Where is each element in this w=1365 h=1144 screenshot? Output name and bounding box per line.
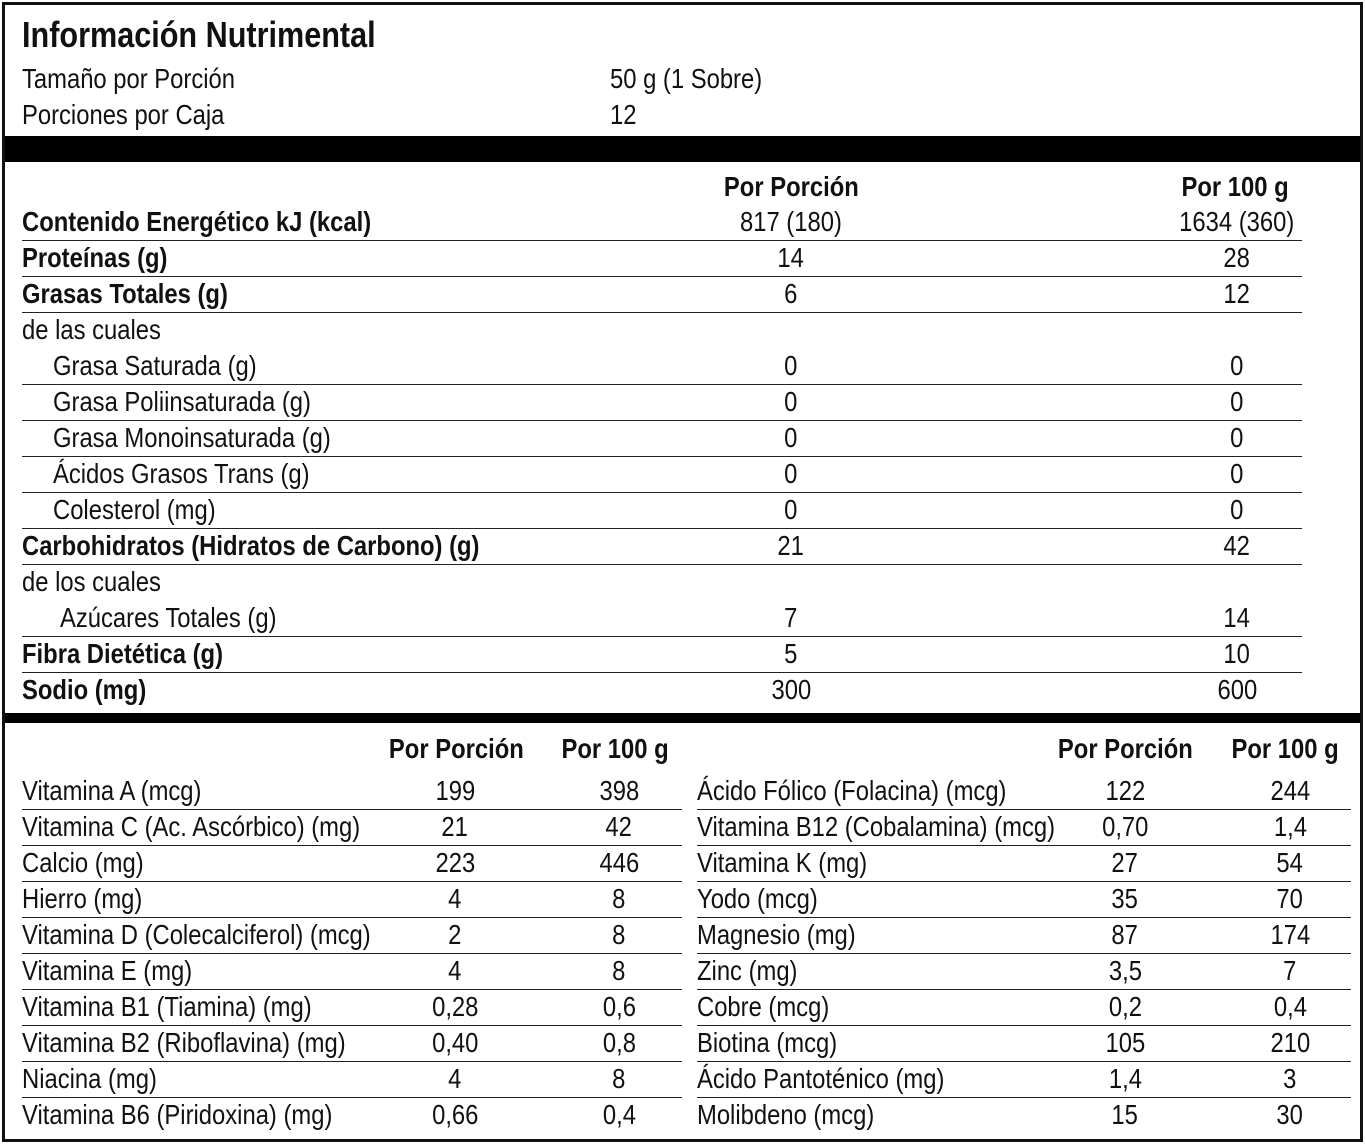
vitamin-row [697, 1061, 1351, 1098]
vitamin-row [697, 953, 1351, 990]
nutrient-row [22, 276, 1302, 313]
nutrient-label: Grasa Saturada (g) [53, 350, 257, 381]
vitamin-per100: 210 [1270, 1027, 1310, 1058]
vitamin-label: Vitamina B2 (Riboflavina) (mg) [22, 1027, 346, 1058]
nutrient-label: Sodio (mg) [22, 674, 147, 705]
vitamin-per100: 1,4 [1273, 811, 1307, 842]
vitamin-row [697, 809, 1351, 846]
nutrient-portion: 7 [784, 602, 798, 633]
vitamin-label: Vitamina B12 (Cobalamina) (mcg) [697, 811, 1056, 842]
vit-left-header-100g: Por 100 g [561, 733, 669, 764]
nutrient-portion: 0 [784, 422, 798, 453]
nutrient-portion: 14 [777, 242, 805, 273]
col-header-portion: Por Porción [723, 171, 859, 202]
nutrient-row [22, 456, 1302, 493]
vitamin-per100: 7 [1283, 955, 1297, 986]
vitamin-portion: 15 [1111, 1099, 1139, 1130]
vitamin-per100: 54 [1276, 847, 1304, 878]
nutrient-label: Fibra Dietética (g) [22, 638, 224, 669]
vitamin-label: Hierro (mg) [22, 883, 143, 914]
vitamin-row [22, 953, 682, 990]
vitamin-portion: 1,4 [1108, 1063, 1142, 1094]
servings-per-box-value: 12 [610, 99, 637, 130]
nutrient-per100: 1634 (360) [1179, 206, 1295, 237]
vitamin-portion: 4 [448, 1063, 462, 1094]
vitamin-per100: 8 [612, 883, 626, 914]
nutrient-label: Contenido Energético kJ (kcal) [22, 206, 372, 237]
vitamin-portion: 105 [1105, 1027, 1145, 1058]
vitamin-row [697, 881, 1351, 918]
nutrient-portion: 6 [784, 278, 798, 309]
vitamin-portion: 21 [441, 811, 469, 842]
vitamin-per100: 0,4 [1273, 991, 1307, 1022]
vitamin-label: Calcio (mg) [22, 847, 144, 878]
nutrient-portion: 0 [784, 494, 798, 525]
vitamin-portion: 4 [448, 883, 462, 914]
vitamin-portion: 87 [1111, 919, 1139, 950]
vitamin-label: Biotina (mcg) [697, 1027, 838, 1058]
vitamin-portion: 2 [448, 919, 462, 950]
vitamin-portion: 3,5 [1108, 955, 1142, 986]
vitamin-label: Vitamina B6 (Piridoxina) (mg) [22, 1099, 333, 1130]
vitamin-portion: 27 [1111, 847, 1139, 878]
nutrient-label: Grasa Poliinsaturada (g) [53, 386, 311, 417]
vitamin-label: Niacina (mg) [22, 1063, 157, 1094]
vitamin-row [22, 1061, 682, 1098]
nutrient-per100: 10 [1223, 638, 1251, 669]
section-divider [5, 713, 1360, 723]
nutrient-per100: 600 [1217, 674, 1257, 705]
col-header-100g: Por 100 g [1181, 171, 1289, 202]
vitamin-per100: 0,4 [602, 1099, 636, 1130]
vitamin-row [22, 881, 682, 918]
vitamin-label: Yodo (mcg) [697, 883, 818, 914]
vitamin-label: Cobre (mcg) [697, 991, 830, 1022]
vitamin-portion: 0,2 [1108, 991, 1142, 1022]
nutrient-per100: 28 [1223, 242, 1251, 273]
vitamin-portion: 199 [435, 775, 475, 806]
vitamin-portion: 0,70 [1101, 811, 1149, 842]
vit-right-header-100g: Por 100 g [1231, 733, 1339, 764]
vit-right-header-portion: Por Porción [1057, 733, 1193, 764]
nutrient-row [22, 240, 1302, 277]
nutrient-label: de los cuales [22, 566, 161, 597]
vitamin-label: Molibdeno (mcg) [697, 1099, 875, 1130]
label-title: Información Nutrimental [22, 14, 376, 55]
nutrient-row [22, 420, 1302, 457]
nutrient-label: Colesterol (mg) [53, 494, 216, 525]
nutrient-label: Carbohidratos (Hidratos de Carbono) (g) [22, 530, 480, 561]
nutrient-row [22, 600, 1302, 637]
vitamin-label: Ácido Fólico (Folacina) (mcg) [697, 775, 1007, 806]
vitamin-portion: 35 [1111, 883, 1139, 914]
nutrient-row [22, 204, 1302, 241]
vitamin-per100: 3 [1283, 1063, 1297, 1094]
nutrient-per100: 0 [1230, 386, 1244, 417]
vitamin-row [697, 1025, 1351, 1062]
vitamin-row [697, 989, 1351, 1026]
vitamin-row [22, 917, 682, 954]
vitamin-portion: 0,66 [431, 1099, 479, 1130]
vitamin-label: Vitamina E (mg) [22, 955, 193, 986]
vitamin-portion: 223 [435, 847, 475, 878]
nutrient-row [22, 564, 1302, 600]
nutrient-per100: 14 [1223, 602, 1251, 633]
nutrient-label: de las cuales [22, 314, 161, 345]
thick-divider [5, 136, 1360, 162]
vitamin-per100: 0,8 [602, 1027, 636, 1058]
servings-per-box-label: Porciones por Caja [22, 99, 225, 130]
vitamin-per100: 398 [599, 775, 639, 806]
vitamin-row [697, 845, 1351, 882]
nutrient-portion: 0 [784, 386, 798, 417]
vitamin-portion: 4 [448, 955, 462, 986]
vitamin-per100: 8 [612, 955, 626, 986]
vitamin-per100: 42 [605, 811, 633, 842]
vitamin-label: Zinc (mg) [697, 955, 798, 986]
nutrient-portion: 21 [777, 530, 805, 561]
vitamin-label: Vitamina K (mg) [697, 847, 868, 878]
nutrient-row [22, 636, 1302, 673]
vitamin-per100: 446 [599, 847, 639, 878]
vitamin-portion: 0,28 [431, 991, 479, 1022]
vitamin-row [22, 1097, 682, 1133]
vitamin-label: Vitamina B1 (Tiamina) (mg) [22, 991, 312, 1022]
vitamin-per100: 174 [1270, 919, 1310, 950]
vitamin-label: Ácido Pantoténico (mg) [697, 1063, 945, 1094]
nutrient-label: Ácidos Grasos Trans (g) [53, 458, 310, 489]
vitamin-label: Vitamina D (Colecalciferol) (mcg) [22, 919, 371, 950]
vitamin-portion: 122 [1105, 775, 1145, 806]
nutrient-per100: 0 [1230, 422, 1244, 453]
vitamin-label: Vitamina A (mcg) [22, 775, 202, 806]
nutrient-portion: 5 [784, 638, 798, 669]
nutrient-per100: 0 [1230, 458, 1244, 489]
vit-left-header-portion: Por Porción [388, 733, 524, 764]
vitamin-row [697, 1097, 1351, 1133]
nutrient-portion: 300 [771, 674, 811, 705]
vitamin-per100: 0,6 [602, 991, 636, 1022]
vitamin-row [697, 917, 1351, 954]
nutrient-row [22, 528, 1302, 565]
nutrient-label: Azúcares Totales (g) [60, 602, 277, 633]
nutrient-portion: 0 [784, 350, 798, 381]
nutrient-per100: 0 [1230, 350, 1244, 381]
vitamin-per100: 30 [1276, 1099, 1304, 1130]
vitamin-row [22, 845, 682, 882]
vitamin-row [22, 773, 682, 810]
vitamin-per100: 8 [612, 919, 626, 950]
nutrient-per100: 0 [1230, 494, 1244, 525]
vitamin-per100: 244 [1270, 775, 1310, 806]
nutrient-per100: 12 [1223, 278, 1251, 309]
nutrient-label: Grasas Totales (g) [22, 278, 228, 309]
nutrient-per100: 42 [1223, 530, 1251, 561]
nutrient-row [22, 492, 1302, 529]
vitamin-label: Magnesio (mg) [697, 919, 856, 950]
serving-size-value: 50 g (1 Sobre) [610, 63, 763, 94]
nutrient-label: Grasa Monoinsaturada (g) [53, 422, 331, 453]
vitamin-row [697, 773, 1351, 810]
nutrient-row [22, 348, 1302, 385]
nutrient-row [22, 672, 1302, 708]
nutrient-label: Proteínas (g) [22, 242, 168, 273]
serving-size-label: Tamaño por Porción [22, 63, 235, 94]
vitamin-per100: 70 [1276, 883, 1304, 914]
vitamin-row [22, 809, 682, 846]
nutrient-portion: 0 [784, 458, 798, 489]
vitamin-portion: 0,40 [431, 1027, 479, 1058]
nutrient-row [22, 312, 1302, 348]
nutrient-row [22, 384, 1302, 421]
vitamin-row [22, 1025, 682, 1062]
vitamin-row [22, 989, 682, 1026]
nutrient-portion: 817 (180) [740, 206, 842, 237]
vitamin-label: Vitamina C (Ac. Ascórbico) (mg) [22, 811, 361, 842]
nutrition-label [2, 2, 1363, 1142]
vitamin-per100: 8 [612, 1063, 626, 1094]
